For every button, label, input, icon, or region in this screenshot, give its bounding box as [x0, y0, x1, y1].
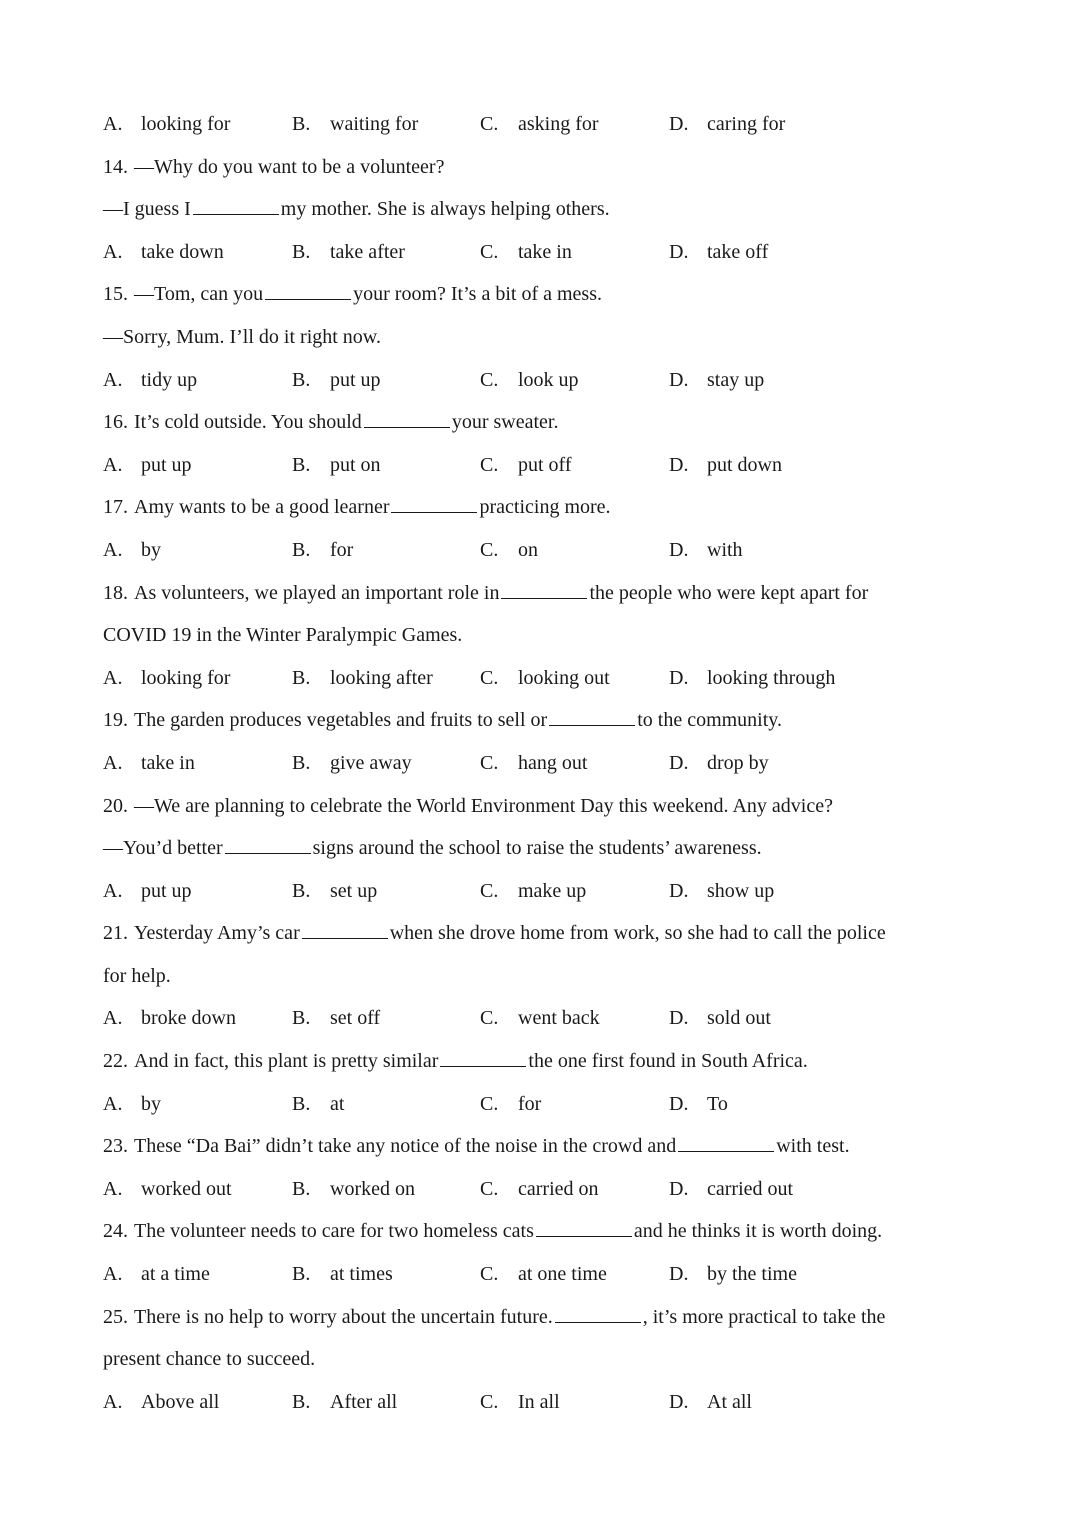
q22-option-b[interactable]: B. at [292, 1092, 345, 1115]
q15-line2: —Sorry, Mum. I’ll do it right now. [103, 325, 381, 348]
q21-option-c[interactable]: C. went back [480, 1007, 600, 1030]
q19-blank [549, 703, 635, 726]
q25-blank [555, 1300, 641, 1323]
q18-options [103, 657, 983, 700]
q18-blank [501, 576, 587, 599]
q15-option-d[interactable]: D. stay up [669, 368, 765, 391]
q17-option-b[interactable]: B. for [292, 538, 354, 561]
q22-blank [440, 1044, 526, 1067]
q16-stem: 16. It’s cold outside. You should your sweater. [103, 401, 983, 444]
q13-option-b[interactable]: B. waiting for [292, 113, 419, 135]
q17-option-a[interactable]: A. by [103, 538, 161, 561]
q16-option-b[interactable]: B. put on [292, 453, 381, 476]
q19-options [103, 742, 983, 785]
q24-stem: 24. The volunteer needs to care for two homeless cats and he thinks it is worth doing. [103, 1210, 983, 1253]
q25-option-b[interactable]: B. After all [292, 1390, 398, 1413]
q17-stem: 17. Amy wants to be a good learner practicing more. [103, 486, 983, 529]
q14-stem: 14. —Why do you want to be a volunteer? [103, 155, 445, 178]
q24-option-c[interactable]: C. at one time [480, 1263, 607, 1286]
q16-blank [364, 405, 450, 428]
q19-option-b[interactable]: B. give away [292, 751, 412, 774]
q23-option-b[interactable]: B. worked on [292, 1177, 415, 1200]
q20-stem: 20. —We are planning to celebrate the World Environment Day this weekend. Any advice? [103, 794, 833, 817]
q21-option-a[interactable]: A. broke down [103, 1007, 236, 1030]
q22-option-d[interactable]: D. To [669, 1092, 728, 1115]
q21-line2: for help. [103, 964, 171, 987]
q13-option-d[interactable]: D. caring for [669, 113, 786, 135]
exam-page [103, 103, 983, 1423]
q16-options [103, 444, 983, 487]
q14-option-c[interactable]: C. take in [480, 240, 572, 263]
q18-line2: COVID 19 in the Winter Paralympic Games. [103, 624, 463, 647]
q22-options [103, 1083, 983, 1126]
q13-option-a[interactable]: A. looking for [103, 113, 231, 135]
q15-option-a[interactable]: A. tidy up [103, 368, 198, 391]
q20-blank [225, 831, 311, 854]
q14-option-b[interactable]: B. take after [292, 240, 405, 263]
q22-option-a[interactable]: A. by [103, 1092, 161, 1115]
q16-option-a[interactable]: A. put up [103, 453, 192, 476]
q20-option-a[interactable]: A. put up [103, 879, 192, 902]
q19-option-c[interactable]: C. hang out [480, 751, 588, 774]
q18-option-c[interactable]: C. looking out [480, 666, 610, 689]
q17-option-c[interactable]: C. on [480, 538, 538, 561]
q25-option-d[interactable]: D. At all [669, 1390, 752, 1413]
q20-line2: —You’d better signs around the school to raise the students’ awareness. [103, 827, 983, 870]
q23-option-c[interactable]: C. carried on [480, 1177, 599, 1200]
q20-option-c[interactable]: C. make up [480, 879, 587, 902]
q15-option-c[interactable]: C. look up [480, 368, 579, 391]
q15-options [103, 359, 983, 402]
q19-option-d[interactable]: D. drop by [669, 751, 769, 774]
q17-blank [391, 490, 477, 513]
q14-option-d[interactable]: D. take off [669, 240, 769, 263]
q18-stem: 18. As volunteers, we played an important role in the people who were kept apart for [103, 572, 983, 615]
q18-option-a[interactable]: A. looking for [103, 666, 231, 689]
q16-option-d[interactable]: D. put down [669, 453, 782, 476]
q14-option-a[interactable]: A. take down [103, 240, 224, 263]
q14-blank [193, 192, 279, 215]
q18-option-b[interactable]: B. looking after [292, 666, 433, 689]
q24-blank [536, 1214, 632, 1237]
q18-option-d[interactable]: D. looking through [669, 666, 836, 689]
q13-option-c[interactable]: C. asking for [480, 113, 599, 135]
q20-option-d[interactable]: D. show up [669, 879, 775, 902]
q16-option-c[interactable]: C. put off [480, 453, 572, 476]
q20-option-b[interactable]: B. set up [292, 879, 378, 902]
q25-option-c[interactable]: C. In all [480, 1390, 560, 1413]
q15-blank [265, 277, 351, 300]
q24-option-a[interactable]: A. at a time [103, 1263, 210, 1286]
q23-option-d[interactable]: D. carried out [669, 1177, 794, 1200]
q20-options [103, 870, 983, 913]
q22-option-c[interactable]: C. for [480, 1092, 542, 1115]
q21-blank [302, 916, 388, 939]
q23-blank [678, 1129, 774, 1152]
q15-option-b[interactable]: B. put up [292, 368, 381, 391]
q14-options [103, 231, 983, 274]
q15-stem: 15. —Tom, can you your room? It’s a bit of a mess. [103, 273, 983, 316]
q22-stem: 22. And in fact, this plant is pretty similar the one first found in South Africa. [103, 1040, 983, 1083]
q21-options [103, 997, 983, 1040]
q23-stem: 23. These “Da Bai” didn’t take any notice of the noise in the crowd and with test. [103, 1125, 983, 1168]
q24-options [103, 1253, 983, 1296]
q19-stem: 19. The garden produces vegetables and fruits to sell or to the community. [103, 699, 983, 742]
q25-line2: present chance to succeed. [103, 1348, 316, 1371]
q25-option-a[interactable]: A. Above all [103, 1390, 220, 1413]
q17-options [103, 529, 983, 572]
q25-options [103, 1381, 983, 1424]
q24-option-b[interactable]: B. at times [292, 1263, 393, 1286]
q24-option-d[interactable]: D. by the time [669, 1263, 797, 1286]
q19-option-a[interactable]: A. take in [103, 751, 195, 774]
q23-options [103, 1168, 983, 1211]
q14-line2: —I guess I my mother. She is always helping others. [103, 188, 983, 231]
q13-options [103, 103, 983, 146]
q21-option-b[interactable]: B. set off [292, 1007, 381, 1030]
q21-stem: 21. Yesterday Amy’s car when she drove home from work, so she had to call the police [103, 912, 983, 955]
q21-option-d[interactable]: D. sold out [669, 1007, 771, 1030]
q23-option-a[interactable]: A. worked out [103, 1177, 232, 1200]
q25-stem: 25. There is no help to worry about the uncertain future. , it’s more practical to take the [103, 1296, 983, 1339]
q17-option-d[interactable]: D. with [669, 538, 743, 561]
